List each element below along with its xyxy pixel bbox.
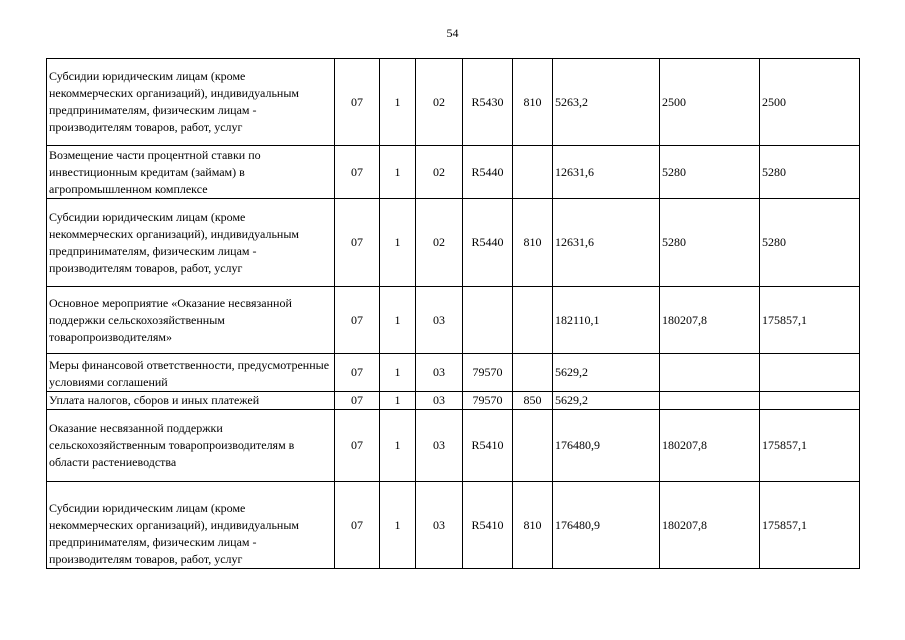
row-section: 07 bbox=[335, 59, 380, 146]
row-main-event: 03 bbox=[416, 392, 463, 410]
row-subprogram: 1 bbox=[380, 392, 416, 410]
row-direction: 79570 bbox=[463, 392, 513, 410]
row-section: 07 bbox=[335, 410, 380, 482]
table-row bbox=[47, 482, 860, 569]
row-sum-2: 180207,8 bbox=[660, 410, 760, 482]
row-main-event: 02 bbox=[416, 146, 463, 199]
row-expense-type: 810 bbox=[513, 199, 553, 287]
row-subprogram: 1 bbox=[380, 146, 416, 199]
row-section: 07 bbox=[335, 482, 380, 569]
table-row bbox=[47, 287, 860, 354]
row-direction: R5410 bbox=[463, 482, 513, 569]
row-sum-1: 182110,1 bbox=[553, 287, 660, 354]
row-subprogram: 1 bbox=[380, 287, 416, 354]
table-row bbox=[47, 392, 860, 410]
row-main-event: 03 bbox=[416, 482, 463, 569]
row-main-event: 02 bbox=[416, 59, 463, 146]
row-sum-1: 12631,6 bbox=[553, 146, 660, 199]
row-name: Оказание несвязанной поддержки сельскохозяйственным товаропроизводителям в области растениеводства bbox=[47, 410, 335, 482]
row-expense-type bbox=[513, 354, 553, 392]
row-subprogram: 1 bbox=[380, 482, 416, 569]
row-sum-2 bbox=[660, 392, 760, 410]
row-expense-type bbox=[513, 146, 553, 199]
row-sum-3 bbox=[760, 354, 860, 392]
row-main-event: 02 bbox=[416, 199, 463, 287]
row-sum-2 bbox=[660, 354, 760, 392]
row-direction: R5410 bbox=[463, 410, 513, 482]
table-row bbox=[47, 354, 860, 392]
row-name: Уплата налогов, сборов и иных платежей bbox=[47, 392, 335, 410]
row-sum-1: 176480,9 bbox=[553, 482, 660, 569]
row-name: Субсидии юридическим лицам (кроме некоммерческих организаций), индивидуальным предпринимателям, физическим лицам - производителям товаров, работ, услуг bbox=[47, 199, 335, 287]
row-sum-2: 5280 bbox=[660, 146, 760, 199]
row-sum-3: 2500 bbox=[760, 59, 860, 146]
row-subprogram: 1 bbox=[380, 199, 416, 287]
row-section: 07 bbox=[335, 199, 380, 287]
row-section: 07 bbox=[335, 392, 380, 410]
row-main-event: 03 bbox=[416, 410, 463, 482]
table-row bbox=[47, 199, 860, 287]
row-sum-3: 175857,1 bbox=[760, 410, 860, 482]
page-number: 54 bbox=[446, 26, 459, 40]
row-sum-3: 5280 bbox=[760, 146, 860, 199]
row-sum-3: 175857,1 bbox=[760, 482, 860, 569]
row-expense-type bbox=[513, 410, 553, 482]
table-row bbox=[47, 410, 860, 482]
row-name: Возмещение части процентной ставки по инвестиционным кредитам (займам) в агропромышленном комплексе bbox=[47, 146, 335, 199]
row-sum-2: 5280 bbox=[660, 199, 760, 287]
row-main-event: 03 bbox=[416, 287, 463, 354]
row-sum-1: 5629,2 bbox=[553, 392, 660, 410]
row-sum-3: 175857,1 bbox=[760, 287, 860, 354]
row-expense-type: 810 bbox=[513, 482, 553, 569]
row-section: 07 bbox=[335, 354, 380, 392]
row-name: Меры финансовой ответственности, предусмотренные условиями соглашений bbox=[47, 354, 335, 392]
row-subprogram: 1 bbox=[380, 59, 416, 146]
row-sum-1: 12631,6 bbox=[553, 199, 660, 287]
row-direction: 79570 bbox=[463, 354, 513, 392]
row-direction: R5440 bbox=[463, 146, 513, 199]
row-main-event: 03 bbox=[416, 354, 463, 392]
row-sum-3: 5280 bbox=[760, 199, 860, 287]
row-name: Субсидии юридическим лицам (кроме некоммерческих организаций), индивидуальным предпринимателям, физическим лицам - производителям товаров, работ, услуг bbox=[47, 59, 335, 146]
row-section: 07 bbox=[335, 146, 380, 199]
row-expense-type bbox=[513, 287, 553, 354]
row-direction bbox=[463, 287, 513, 354]
row-expense-type: 810 bbox=[513, 59, 553, 146]
row-subprogram: 1 bbox=[380, 410, 416, 482]
row-sum-1: 176480,9 bbox=[553, 410, 660, 482]
row-subprogram: 1 bbox=[380, 354, 416, 392]
row-name: Субсидии юридическим лицам (кроме некоммерческих организаций), индивидуальным предпринимателям, физическим лицам - производителям товаров, работ, услуг bbox=[47, 482, 335, 569]
table-row bbox=[47, 146, 860, 199]
row-name: Основное мероприятие «Оказание несвязанной поддержки сельскохозяйственным товаропроизводителям» bbox=[47, 287, 335, 354]
row-sum-2: 2500 bbox=[660, 59, 760, 146]
row-sum-2: 180207,8 bbox=[660, 287, 760, 354]
row-direction: R5430 bbox=[463, 59, 513, 146]
budget-table bbox=[46, 58, 860, 569]
row-sum-1: 5629,2 bbox=[553, 354, 660, 392]
row-section: 07 bbox=[335, 287, 380, 354]
table-row bbox=[47, 59, 860, 146]
row-sum-1: 5263,2 bbox=[553, 59, 660, 146]
row-sum-3 bbox=[760, 392, 860, 410]
row-direction: R5440 bbox=[463, 199, 513, 287]
row-sum-2: 180207,8 bbox=[660, 482, 760, 569]
row-expense-type: 850 bbox=[513, 392, 553, 410]
